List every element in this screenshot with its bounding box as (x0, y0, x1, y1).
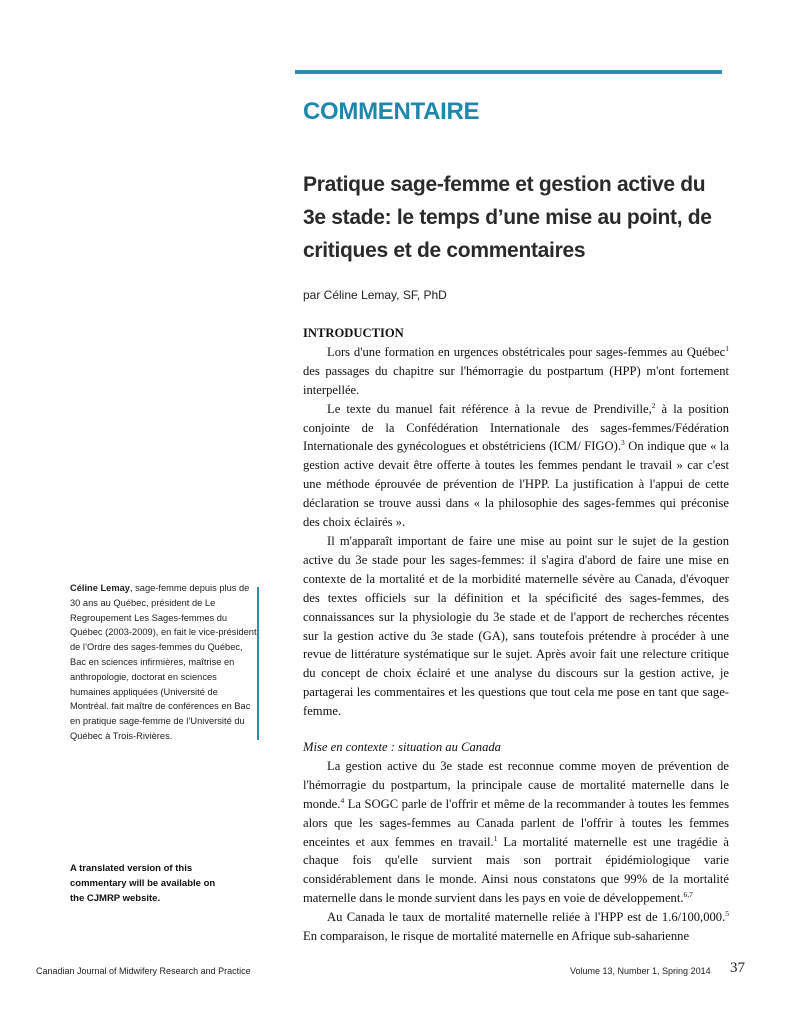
footer-issue: Volume 13, Number 1, Spring 2014 (570, 966, 711, 976)
article-body (303, 324, 729, 946)
paragraph-5: Au Canada le taux de mortalité maternelle reliée à l'HPP est de 1.6/100,000.$^5$ En comparaison, le risque de mortalité maternelle en Afrique sub-saharienne (303, 909, 729, 944)
page-number: 37 (730, 960, 745, 976)
paragraph-2: Le texte du manuel fait référence à la revue de Prendiville,$^2$ à la position conjointe de la Confédération Internationale des sages-femmes/Fédération Internationale des gynécologues et obstétriciens (ICM/ FIGO).$^3$ On indique que « la gestion active devait être offerte à toutes les femmes pendant le travail » car c'est une méthode éprouvée de prévention de l'HPP. La justification à l'appui de cette déclaration se trouve aussi dans « la philosophie des sages-femmes qui préconise des choix éclairés ». (303, 400, 729, 530)
top-accent-rule (295, 70, 722, 74)
article-byline: par Céline Lemay, SF, PhD (303, 288, 447, 302)
article-title: Pratique sage-femme et gestion active du 3e stade: le temps d’une mise au point, de critiques et de commentaires (303, 173, 712, 262)
footer-journal: Canadian Journal of Midwifery Research and Practice (36, 966, 251, 976)
author-bio-text: , sage-femme depuis plus de 30 ans au Québec, président de Le Regroupement Les Sages-femmes du Québec (2003-2009), en fait le vice-président de l’Ordre des sages-femmes du Québec, Bac en sciences infirmières, maîtrise en anthropologie, doctorat en sciences humaines appliquées (Université de Montréal. fait maître de conférences en Bac en pratique sage-femme de l’Université du Québec à Trois-Rivières. (70, 583, 257, 741)
paragraph-4: La gestion active du 3e stade est reconnue comme moyen de prévention de l'hémorragie du postpartum, la principale cause de mortalité maternelle dans le monde.$^4$ La SOGC parle de l'offrir et même de la recommander à toutes les femmes alors que les sages-femmes au Canada parlent de l'offrir à toutes les femmes enceintes et aux femmes en travail.$^1$ La mortalité maternelle est une tragédie à chaque fois qu'elle survient mais son portrait épidémiologique varie considérablement dans le monde. Ainsi nous constatons que 99% de la mortalité maternelle dans le monde survient dans les pays en voie de développement.$^{6,7}$ (303, 758, 729, 906)
footnote-ref: 3 (620, 438, 625, 448)
footnote-ref: 2 (651, 400, 656, 410)
sidebar-divider (257, 587, 259, 740)
section-label: COMMENTAIRE (303, 98, 480, 125)
translation-note: A translated version of this commentary will be available on the CJMRP website. (70, 863, 216, 904)
footnote-ref: 4 (340, 795, 345, 805)
intro-heading: INTRODUCTION (303, 326, 404, 340)
paragraph-3: Il m'apparaît important de faire une mise au point sur le sujet de la gestion active du 3e stade pour les sages-femmes: il s'agira d'abord de faire une mise en contexte de la mortalité et de la morbidité maternelle sévère au Canada, d'évoquer des textes officiels sur la définition et la spécificité des sages-femmes, des connaissances sur la physiologie du 3e stade et de l'apport de recherches récentes sur la gestion active du 3e stade (GA), sans toutefois prétendre à procéder à une revue de littérature systématique sur le sujet. Après avoir fait une relecture critique du concept de choix éclairé et une analyse du discours sur la gestion active, je partagerai les commentaires et les questions que tout cela me pose en tant que sage-femme. (303, 533, 729, 719)
author-bio (70, 581, 258, 744)
footnote-ref: 6,7 (683, 890, 693, 900)
sub-heading: Mise en contexte : situation au Canada (303, 740, 501, 755)
footnote-ref: 5 (725, 909, 729, 918)
author-name: Céline Lemay (70, 583, 130, 593)
footnote-ref: 1 (725, 343, 729, 353)
paragraph-1: Lors d'une formation en urgences obstétricales pour sages-femmes au Québec$^1$ des passages du chapitre sur l'hémorragie du postpartum (HPP) m'ont fortement interpellée. (303, 343, 729, 397)
footnote-ref: 1 (493, 833, 498, 843)
